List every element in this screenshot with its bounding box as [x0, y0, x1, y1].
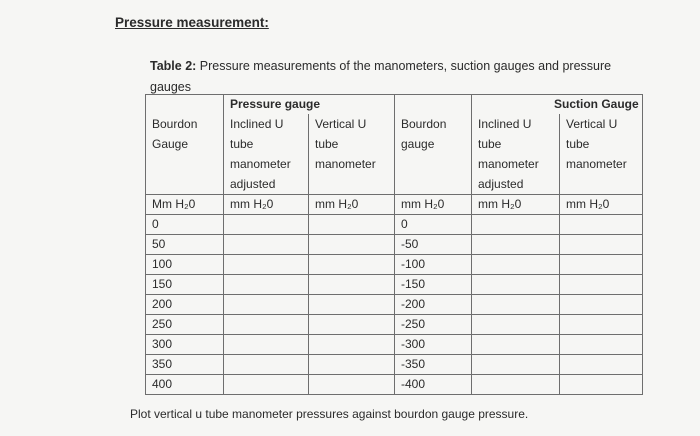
- column-header: Bourdon Gauge: [146, 114, 224, 195]
- table-cell: -350: [395, 355, 472, 375]
- column-header: Bourdon gauge: [395, 114, 472, 195]
- table-row: [146, 375, 643, 395]
- table-cell: [560, 275, 643, 295]
- table-cell: [472, 215, 560, 235]
- unit-cell: mm H₂0: [560, 195, 643, 215]
- table-row: [146, 335, 643, 355]
- table-cell: [309, 355, 395, 375]
- table-cell: -100: [395, 255, 472, 275]
- table-row: [146, 295, 643, 315]
- table-cell: 200: [146, 295, 224, 315]
- table-cell: 100: [146, 255, 224, 275]
- table-cell: [309, 295, 395, 315]
- table-cell: 0: [395, 215, 472, 235]
- table-cell: [472, 375, 560, 395]
- table-cell: [472, 275, 560, 295]
- table-row: [146, 275, 643, 295]
- table-cell: [309, 275, 395, 295]
- table-cell: 150: [146, 275, 224, 295]
- section-heading: Pressure measurement:: [115, 15, 269, 30]
- table-cell: [472, 335, 560, 355]
- table-cell: [224, 235, 309, 255]
- column-header: Inclined U tube manometer adjusted: [472, 114, 560, 195]
- units-row: [146, 195, 643, 215]
- table-cell: -400: [395, 375, 472, 395]
- unit-cell: mm H₂0: [395, 195, 472, 215]
- caption-text: Pressure measurements of the manometers, suction gauges and pressure gauges: [150, 59, 612, 94]
- table-cell: [472, 255, 560, 275]
- table-cell: [224, 255, 309, 275]
- table-cell: [560, 315, 643, 335]
- table-cell: [560, 255, 643, 275]
- unit-cell: Mm H₂0: [146, 195, 224, 215]
- table-cell: [224, 275, 309, 295]
- table-row: [146, 215, 643, 235]
- table-cell: [224, 355, 309, 375]
- table-row: [146, 255, 643, 275]
- column-header: Vertical U tube manometer: [309, 114, 395, 195]
- table-cell: 50: [146, 235, 224, 255]
- table-cell: 250: [146, 315, 224, 335]
- table-cell: [309, 215, 395, 235]
- table-cell: 300: [146, 335, 224, 355]
- unit-cell: mm H₂0: [224, 195, 309, 215]
- caption-label: Table 2:: [150, 59, 197, 73]
- table-caption: [150, 56, 640, 98]
- table-cell: [472, 295, 560, 315]
- table-cell: [309, 335, 395, 355]
- unit-cell: mm H₂0: [472, 195, 560, 215]
- table-cell: [472, 235, 560, 255]
- table-cell: 400: [146, 375, 224, 395]
- pressure-table: [145, 94, 643, 395]
- table-cell: [560, 355, 643, 375]
- suction-gauge-header: Suction Gauge: [472, 95, 643, 115]
- header-cell-blank: [146, 95, 224, 115]
- table-cell: [560, 235, 643, 255]
- column-header-row: [146, 114, 643, 195]
- table-cell: -200: [395, 295, 472, 315]
- table-cell: [224, 215, 309, 235]
- group-header-row: [146, 95, 643, 115]
- table-cell: [224, 335, 309, 355]
- unit-cell: mm H₂0: [309, 195, 395, 215]
- table-row: [146, 315, 643, 335]
- data-rows: [146, 215, 643, 395]
- table-cell: [560, 295, 643, 315]
- table-cell: [472, 315, 560, 335]
- table-cell: [224, 375, 309, 395]
- table-cell: -250: [395, 315, 472, 335]
- table-cell: [224, 315, 309, 335]
- footnote-text: Plot vertical u tube manometer pressures against bourdon gauge pressure.: [130, 407, 529, 421]
- table-cell: 350: [146, 355, 224, 375]
- column-header: Vertical U tube manometer: [560, 114, 643, 195]
- table-cell: [560, 335, 643, 355]
- table-cell: -50: [395, 235, 472, 255]
- column-header: Inclined U tube manometer adjusted: [224, 114, 309, 195]
- table-row: [146, 355, 643, 375]
- table-cell: -150: [395, 275, 472, 295]
- table-cell: [309, 235, 395, 255]
- table-cell: -300: [395, 335, 472, 355]
- table-cell: [309, 375, 395, 395]
- table-row: [146, 235, 643, 255]
- table-cell: [224, 295, 309, 315]
- table-cell: [309, 315, 395, 335]
- table-cell: [309, 255, 395, 275]
- pressure-gauge-header: Pressure gauge: [224, 95, 395, 115]
- table-cell: [560, 375, 643, 395]
- table-cell: 0: [146, 215, 224, 235]
- header-cell-blank: [395, 95, 472, 115]
- table-cell: [472, 355, 560, 375]
- table-cell: [560, 215, 643, 235]
